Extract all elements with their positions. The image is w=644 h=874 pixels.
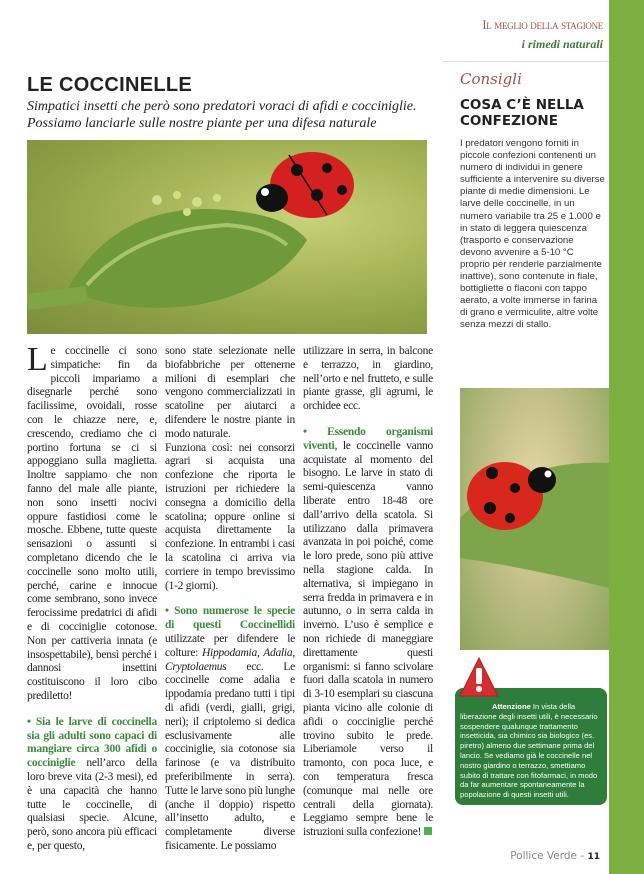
page-number: 11 [587,852,600,862]
article-subtitle: Simpatici insetti che però sono predatori voraci di afidi e cocciniglie. Possiamo lanciarle sulle nostre piante per una difesa naturale [27,99,417,131]
magazine-name: Pollice Verde [510,850,577,862]
drop-cap: L [27,341,48,378]
warning-title: Attenzione [492,702,531,711]
article-column-3 [303,345,433,840]
warning-box [455,688,607,805]
section-rubric-subtitle: i rimedi naturali [521,37,603,51]
intro-paragraph: Le coccinelle ci sono simpatiche: fin da piccoli impariamo a disegnarle perché sono facilissime, ovoidali, rosse con le chiazze nere, e, crescendo, crediamo che ci portino fortuna se ci si appoggiano sulla maglietta. Inoltre sappiamo che non fanno del male alle piante, non sono insetti nocivi oppure fastidiosi come le mosche. Ebbene, tutte queste sensazioni o assunti si completano dicendo che le coccinelle sono molto utili, perché, carine e innocue come sembrano, sono invece ferocissime predatrici di afidi e di cocciniglie cotonose. Non per cattiveria innata (e insospettabile), bensì perché i dannosi insettini costituiscono il loro cibo prediletto! [27,341,157,702]
paragraph: sono state selezionate nelle biofabbriche per ottenerne milioni di esemplari che vengono commercializzati in scatoline per aiutarci a difendere le nostre piante in modo naturale. [165,345,295,440]
bullet-paragraph: • Sono numerose le specie di questi Coccinellidi utilizzate per difendere le colture: Hippodamia, Adalia, Cryptolaemus ecc. Le coccinelle come adalia e ippodamia predano tutti i tipi di afidi (verdi, gialli, grigi, neri); il criptolemo si dedica esclusivamente alle cocciniglie, sia cotonose sia farinose (e va distribuito preferibilmente in serra). Tutte le larve sono più lunghe (anche il doppio) rispetto all’insetto adulto, e completamente diverse fisicamente. Le possiamo [165,605,295,852]
sidebar-label: Consigli [460,70,522,88]
article-title: LE COCCINELLE [27,74,193,96]
bullet-paragraph: • Essendo organismi viventi, le coccinelle vanno acquistate al momento del bisogno. Le larve in stato di semi-quiescenza vanno liberate entro 18-48 ore dall’arrivo della scatola. Si utilizzano dalla primavera avanzata in poi poiché, come le loro prede, sono più attive nella stagione calda. In alternativa, si impiegano in serra fredda in primavera e in autunno, o in serra calda in inverno. L’uso è semplice e non richiede di maneggiare direttamente questi organismi: si fanno scivolare fuori dalla scatola in numero di 3-10 esemplari su ciascuna pianta vicino alle colonie di afidi o cocciniglie perché trovino subito le prede. Liberiamole verso il tramonto, con poca luce, e con temperatura fresca (comunque mai nelle ore centrali della giornata). Leggiamo sempre bene le istruzioni sulla confezione! [303,425,433,839]
paragraph: utilizzare in serra, in balcone e terrazzo, in giardino, nell’orto e nel frutteto, e sulle piante grasse, gli agrumi, le orchidee ecc. [303,345,433,413]
header-divider [443,61,609,62]
paragraph: Funziona così: nei consorzi agrari si acquista una confezione che riporta le istruzioni per richiedere la consegna a domicilio della scatolina; oppure online si acquista direttamente la confezione. In entrambi i casi la scatolina ci arriva via corriere in tempo brevissimo (1-2 giorni). [165,441,295,592]
green-edge-strip [609,0,644,874]
page-footer: Pollice Verde - 11 [510,850,600,862]
ladybug-on-leaf-photo [460,388,609,650]
ladybug-on-bud-photo [27,140,427,334]
section-rubric: Il meglio della stagione [482,18,603,32]
bullet-paragraph: • Sia le larve di coccinella sia gli adulti sono capaci di mangiare circa 300 afidi o cocciniglie nell’arco della loro breve vita (2-3 mesi), ed è una capacità che hanno tutte le coccinelle, di qualsiasi specie. Alcune, però, sono ancora più efficaci e, per questo, [27,715,157,852]
warning-triangle-icon [459,656,499,698]
sidebar-text: I predatori vengono forniti in piccole confezioni contenenti un numero di individui in genere sufficiente a intervenire su diverse piante di medie dimensioni. Le larve delle coccinelle, in un numero variabile tra 25 e 1.000 e in stato di leggera quiescenza (trasporto e conservazione devono avvenire a 5-10 °C proprio per renderle parzialmente inattive), sono contenute in fiale, bottigliette o flaconi con tappo aerato, a volte immerse in farina di grano e vermiculite, altre volte senza mezzi di stallo. [460,138,605,331]
sidebar-heading: COSA C’È NELLA CONFEZIONE [460,97,584,129]
article-column-2 [165,345,295,854]
article-column-1 [27,341,157,854]
warning-text: In vista della liberazione degli insetti utili, è necessario sospendere qualunque trattamento insetticida, sia chimico sia biologico (es. piretro) almeno due settimane prima del lancio. Se vediamo già le coccinelle nel nostro giardino o terrazzo, smettiamo subito di trattare con fitofarmaci, in modo da far aumentare spontaneamente la popolazione di questi insetti utili. [460,702,598,800]
end-square-icon [424,827,432,835]
